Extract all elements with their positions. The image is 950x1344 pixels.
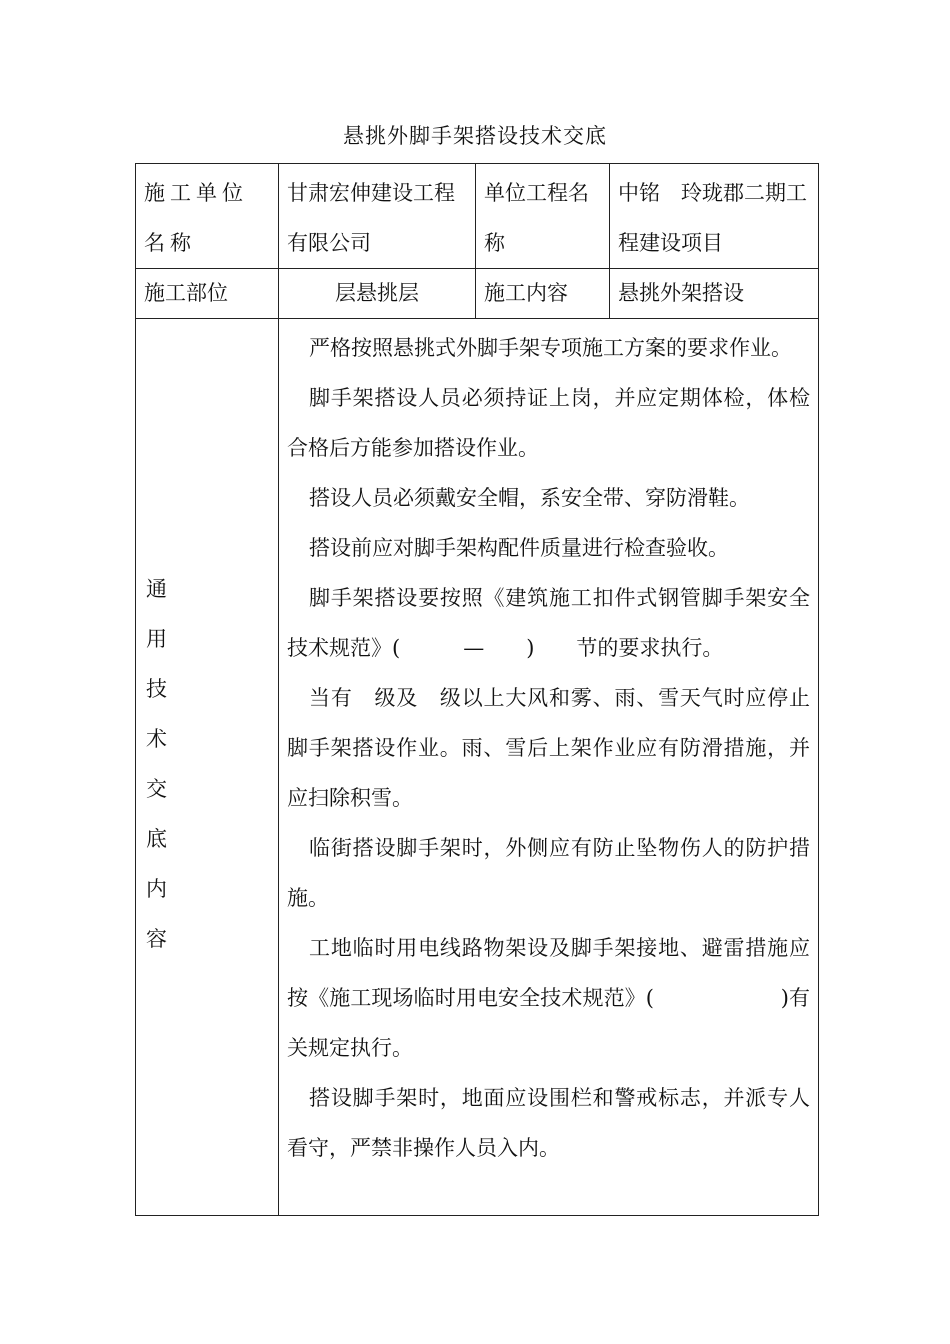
part-label: 施工部位 — [144, 281, 228, 305]
content-value-cell — [610, 269, 819, 319]
paragraph: 脚手架搭设人员必须持证上岗，并应定期体检，体检合格后方能参加搭设作业。 — [287, 386, 810, 460]
project-label-cell — [476, 164, 610, 269]
unit-value-cell — [279, 164, 476, 269]
project-value: 中铭 玲珑郡二期工程建设项目 — [618, 181, 807, 255]
unit-value: 甘肃宏伸建设工程有限公司 — [287, 181, 455, 255]
paragraph: 严格按照悬挑式外脚手架专项施工方案的要求作业。 — [309, 336, 792, 360]
section-label-char: 容 — [146, 927, 167, 951]
project-label: 单位工程名称 — [484, 181, 589, 255]
content-body-cell — [279, 319, 819, 1216]
paragraph: 脚手架搭设要按照《建筑施工扣件式钢管脚手架安全技术规范》( — ) 节的要求执行。 — [287, 586, 810, 660]
content-body — [279, 319, 818, 1173]
section-label-char: 用 — [146, 627, 167, 651]
part-value-cell — [279, 269, 476, 319]
section-label-cell — [136, 319, 279, 1216]
disclosure-table — [135, 163, 819, 1216]
content-row — [136, 319, 819, 1216]
project-value-cell — [610, 164, 819, 269]
section-label — [136, 319, 278, 964]
paragraph: 搭设脚手架时，地面应设围栏和警戒标志，并派专人看守，严禁非操作人员入内。 — [287, 1086, 810, 1160]
part-value: 层悬挑层 — [335, 281, 419, 305]
paragraph: 搭设前应对脚手架构配件质量进行检查验收。 — [309, 536, 729, 560]
unit-row — [136, 164, 819, 269]
unit-label-cell — [136, 164, 279, 269]
content-value: 悬挑外架搭设 — [618, 281, 744, 305]
section-label-char: 术 — [146, 727, 167, 751]
section-label-char: 底 — [146, 827, 167, 851]
part-label-cell — [136, 269, 279, 319]
paragraph: 工地临时用电线路物架设及脚手架接地、避雷措施应按《施工现场临时用电安全技术规范》( )有关规定执行。 — [287, 936, 810, 1060]
content-label: 施工内容 — [484, 281, 568, 305]
paragraph: 当有 级及 级以上大风和雾、雨、雪天气时应停止脚手架搭设作业。雨、雪后上架作业应有防滑措施，并应扫除积雪。 — [287, 686, 810, 810]
part-row — [136, 269, 819, 319]
paragraph: 临街搭设脚手架时，外侧应有防止坠物伤人的防护措施。 — [287, 836, 810, 910]
content-label-cell — [476, 269, 610, 319]
section-label-char: 通 — [146, 577, 167, 601]
unit-label: 施工单位名称 — [144, 181, 248, 255]
section-label-char: 内 — [146, 877, 167, 901]
section-label-char: 技 — [146, 677, 167, 701]
paragraph: 搭设人员必须戴安全帽，系安全带、穿防滑鞋。 — [309, 486, 750, 510]
document-title: 悬挑外脚手架搭设技术交底 — [343, 124, 607, 148]
section-label-char: 交 — [146, 777, 167, 801]
